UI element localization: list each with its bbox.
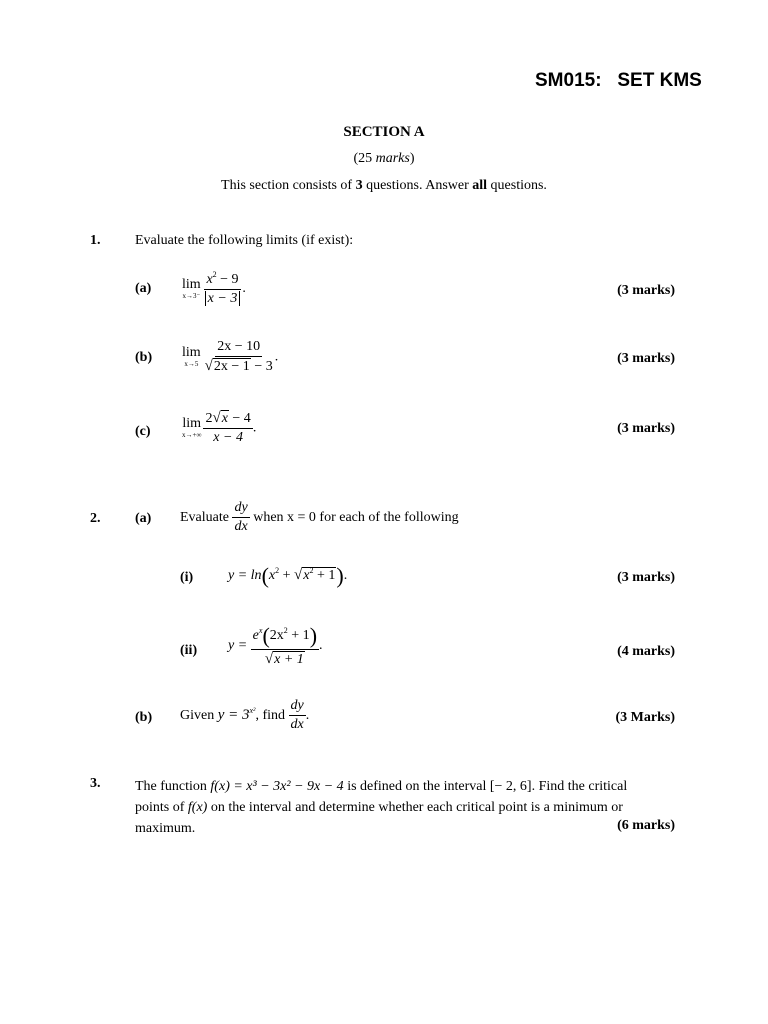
section-title: SECTION A (343, 124, 425, 140)
q1b-label: (b) (135, 350, 153, 365)
q1a-marks: (3 marks) (617, 283, 675, 298)
q2aii-expression: y = $\frac{e^x(2x^2 + 1)}{√x + 1}$ . (228, 623, 323, 668)
paper-code: SM015: SET KMS (535, 70, 702, 91)
q1a-expression: lim x→3⁻ $\frac{x^2 - 9}{x - 3}$ . (182, 270, 246, 307)
q2aii-marks: (4 marks) (617, 644, 675, 659)
q2b-text: Given $y = 3^{x^2}$, find $\frac{dy}{dx}$ . (180, 698, 310, 733)
q2b-label: (b) (135, 710, 153, 725)
q2ai-expression: $y = \ln(x^2 + √x^2 + 1)$. (228, 563, 348, 588)
q1c-expression: lim x→+∞ $\frac{2√x - 4}{x - 4}$ . (182, 410, 257, 446)
question-1-text: Evaluate the following limits (if exist): (135, 233, 354, 248)
q2aii-label: (ii) (180, 643, 198, 658)
q2a-text: Evaluate $\frac{dy}{dx}$ when x = 0 for each of the following (180, 500, 459, 535)
question-2-number: 2. (90, 511, 101, 526)
section-instructions: This section consists of 3 questions. Answer all questions. (221, 178, 547, 193)
q2a-label: (a) (135, 511, 152, 526)
question-3-text: The function f(x) = x³ − 3x² − 9x − 4 is defined on the interval [− 2, 6]. Find the critical points of f(x) on the interval and determine whether each critical point is a minimum or maximum. (135, 779, 628, 836)
section-marks: (25 marks) (353, 151, 415, 166)
question-1-number: 1. (90, 233, 101, 248)
q1a-label: (a) (135, 281, 152, 296)
q1b-expression: lim x→5 $\frac{2x - 10}{√2x - 1 - 3}$ . (182, 339, 279, 375)
q2ai-marks: (3 marks) (617, 570, 675, 585)
q1c-marks: (3 marks) (617, 421, 675, 436)
q1b-marks: (3 marks) (617, 351, 675, 366)
question-3-number: 3. (90, 776, 101, 791)
q2ai-label: (i) (180, 570, 194, 585)
q2b-marks: (3 Marks) (615, 710, 675, 725)
q1c-label: (c) (135, 424, 151, 439)
q3-marks: (6 marks) (617, 818, 675, 833)
